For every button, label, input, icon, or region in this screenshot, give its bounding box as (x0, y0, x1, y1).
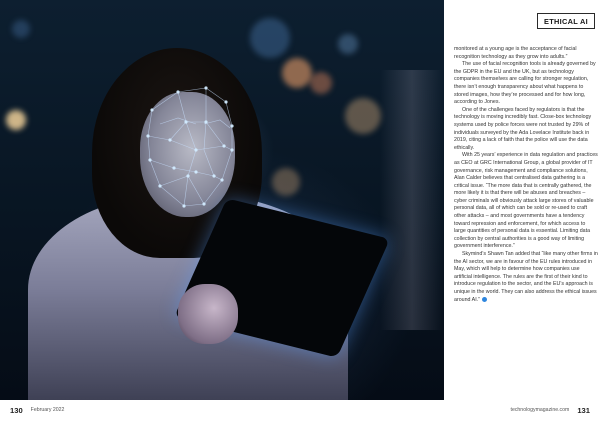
section-badge: ETHICAL AI (537, 13, 595, 29)
site-url[interactable]: technologymagazine.com (510, 407, 570, 413)
article-paragraph: One of the challenges faced by regulators is that the technology is moving incredibly fast. Close-box technology systems used by police forces were not trusted by 29% of individuals surveyed by the Ada Lovelace Institute back in 2019, citing a lack of faith that the police will use the data ethically. (454, 106, 592, 151)
article-paragraph: monitored at a young age is the acceptance of facial recognition technology as they grow into adults.” (454, 46, 577, 60)
article-paragraph: With 25 years’ experience in data regulation and practices as CEO at GRC International Group, a global provider of IT governance, risk management and compliance solutions, Alan Calder believes that centralised data gathering is a critical issue. “The more data that is centrally gathered, the more likely it is that there will be abuses and breaches – cyber criminals will obviously attack large stores of valuable personal data, all of which can be sold or re-used to craft other attacks – and most governments have a tendency toward repression and enforcement, for which access to large quantities of personal data is essential. Limiting data collection by central authorities is a good way of limiting government interference.” (454, 152, 598, 250)
article-paragraph-last (454, 251, 598, 304)
article-paragraph-text: Skymind’s Shawn Tan added that “like many other firms in the AI sector, we are in favour of the EU rules introduced in May, which will help to determine how companies use artificial intelligence. The rules are the first of their kind to introduce regulation to the sector, and the EU’s approach is unique in the world. They can also address the ethical issues around AI.” (454, 251, 598, 303)
end-of-article-dot-icon (482, 297, 487, 302)
footer-right (511, 403, 591, 417)
left-page-number: 130 (10, 405, 23, 415)
article-paragraph: The use of facial recognition tools is already governed by the GDPR in the EU and the UK, but as technology companies themselves are calling for stronger regulation, there isn’t enough transparency about what happens to stored images, how they’re processed and for how long, according to Jones. (454, 61, 596, 106)
issue-date: February 2022 (30, 407, 65, 413)
right-page-number: 131 (577, 405, 590, 415)
article-body (454, 46, 598, 304)
footer-left (10, 403, 64, 417)
